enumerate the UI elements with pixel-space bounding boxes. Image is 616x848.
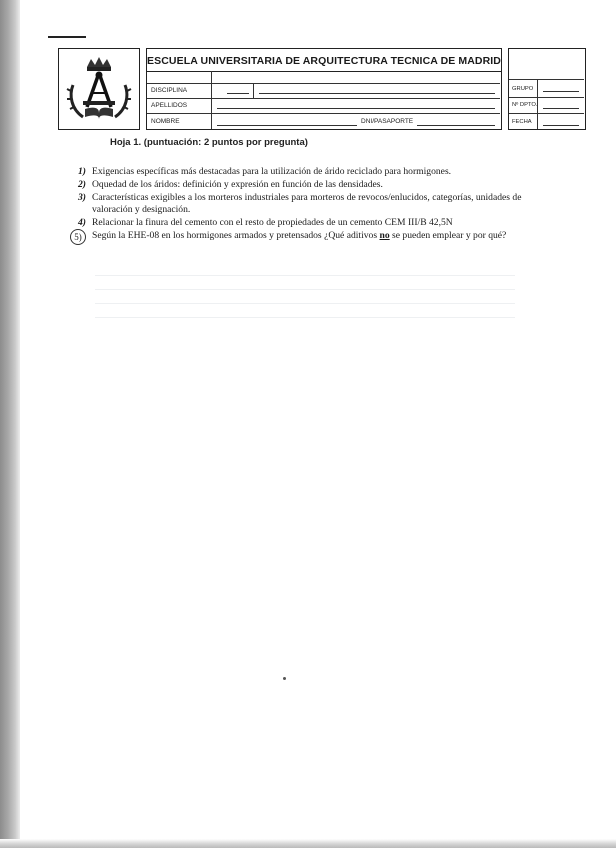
apellidos-field[interactable] [217, 108, 495, 109]
question-item [70, 230, 548, 242]
question-text: Características exigibles a los morteros industriales para morteros de revocos/enlucidos, categorías, unidades de valoración y designación. [92, 192, 522, 215]
question-text: Relacionar la finura del cemento con el resto de propiedades de un cemento CEM III/B 42,5N [92, 217, 453, 228]
question-number: 1) [78, 166, 86, 177]
row-divider [509, 97, 584, 98]
question-item [70, 166, 548, 178]
admin-info-box [508, 48, 586, 130]
question-number-circled: 5) [70, 229, 86, 245]
faint-line [95, 275, 515, 276]
faint-line [95, 289, 515, 290]
fecha-label: FECHA [512, 119, 532, 125]
bleed-through-lines [95, 275, 515, 345]
sheet-title: Hoja 1. (puntuación: 2 puntos por pregunta) [110, 137, 308, 148]
scan-speck [283, 677, 286, 680]
question-item [70, 217, 548, 229]
dni-field[interactable] [417, 125, 495, 126]
scan-bottom-edge [0, 839, 616, 848]
grupo-field[interactable] [543, 91, 579, 92]
faint-line [95, 317, 515, 318]
disciplina-field[interactable] [259, 93, 495, 94]
disciplina-label: DISCIPLINA [151, 87, 188, 94]
row-divider [147, 83, 500, 84]
question-text: Exigencias específicas más destacadas para la utilización de árido reciclado para hormigones. [92, 166, 452, 177]
student-info-box [146, 48, 502, 130]
exam-header [58, 48, 586, 132]
column-divider [253, 83, 254, 98]
disciplina-code-field[interactable] [227, 93, 249, 94]
dpto-label: Nº DPTO. [512, 102, 538, 108]
column-divider [211, 71, 212, 129]
dni-label: DNI/PASAPORTE [361, 118, 414, 125]
school-logo [58, 48, 140, 130]
scan-left-edge [0, 0, 20, 848]
school-crest-icon [65, 55, 133, 125]
row-divider [509, 79, 584, 80]
question-item [70, 179, 548, 191]
question-number: 2) [78, 179, 86, 190]
top-mark [48, 36, 86, 38]
question-item [70, 192, 548, 216]
question-text: Según la EHE-08 en los hormigones armados y pretensados ¿Qué aditivos [92, 230, 380, 241]
nombre-field[interactable] [217, 125, 357, 126]
faint-line [95, 303, 515, 304]
question-list [70, 166, 548, 243]
apellidos-label: APELLIDOS [151, 102, 188, 109]
row-divider [509, 113, 584, 114]
question-number: 4) [78, 217, 86, 228]
question-text: Oquedad de los áridos: definición y expresión en función de las densidades. [92, 179, 383, 190]
row-divider [147, 113, 500, 114]
question-number: 3) [78, 192, 86, 203]
school-name: ESCUELA UNIVERSITARIA DE ARQUITECTURA TECNICA DE MADRID [147, 53, 501, 72]
question-text-end: se pueden emplear y por qué? [389, 230, 507, 241]
row-divider [147, 98, 500, 99]
fecha-field[interactable] [543, 125, 579, 126]
grupo-label: GRUPO [512, 86, 534, 92]
dpto-field[interactable] [543, 108, 579, 109]
question-keyword: no [379, 230, 390, 241]
nombre-label: NOMBRE [151, 118, 180, 125]
